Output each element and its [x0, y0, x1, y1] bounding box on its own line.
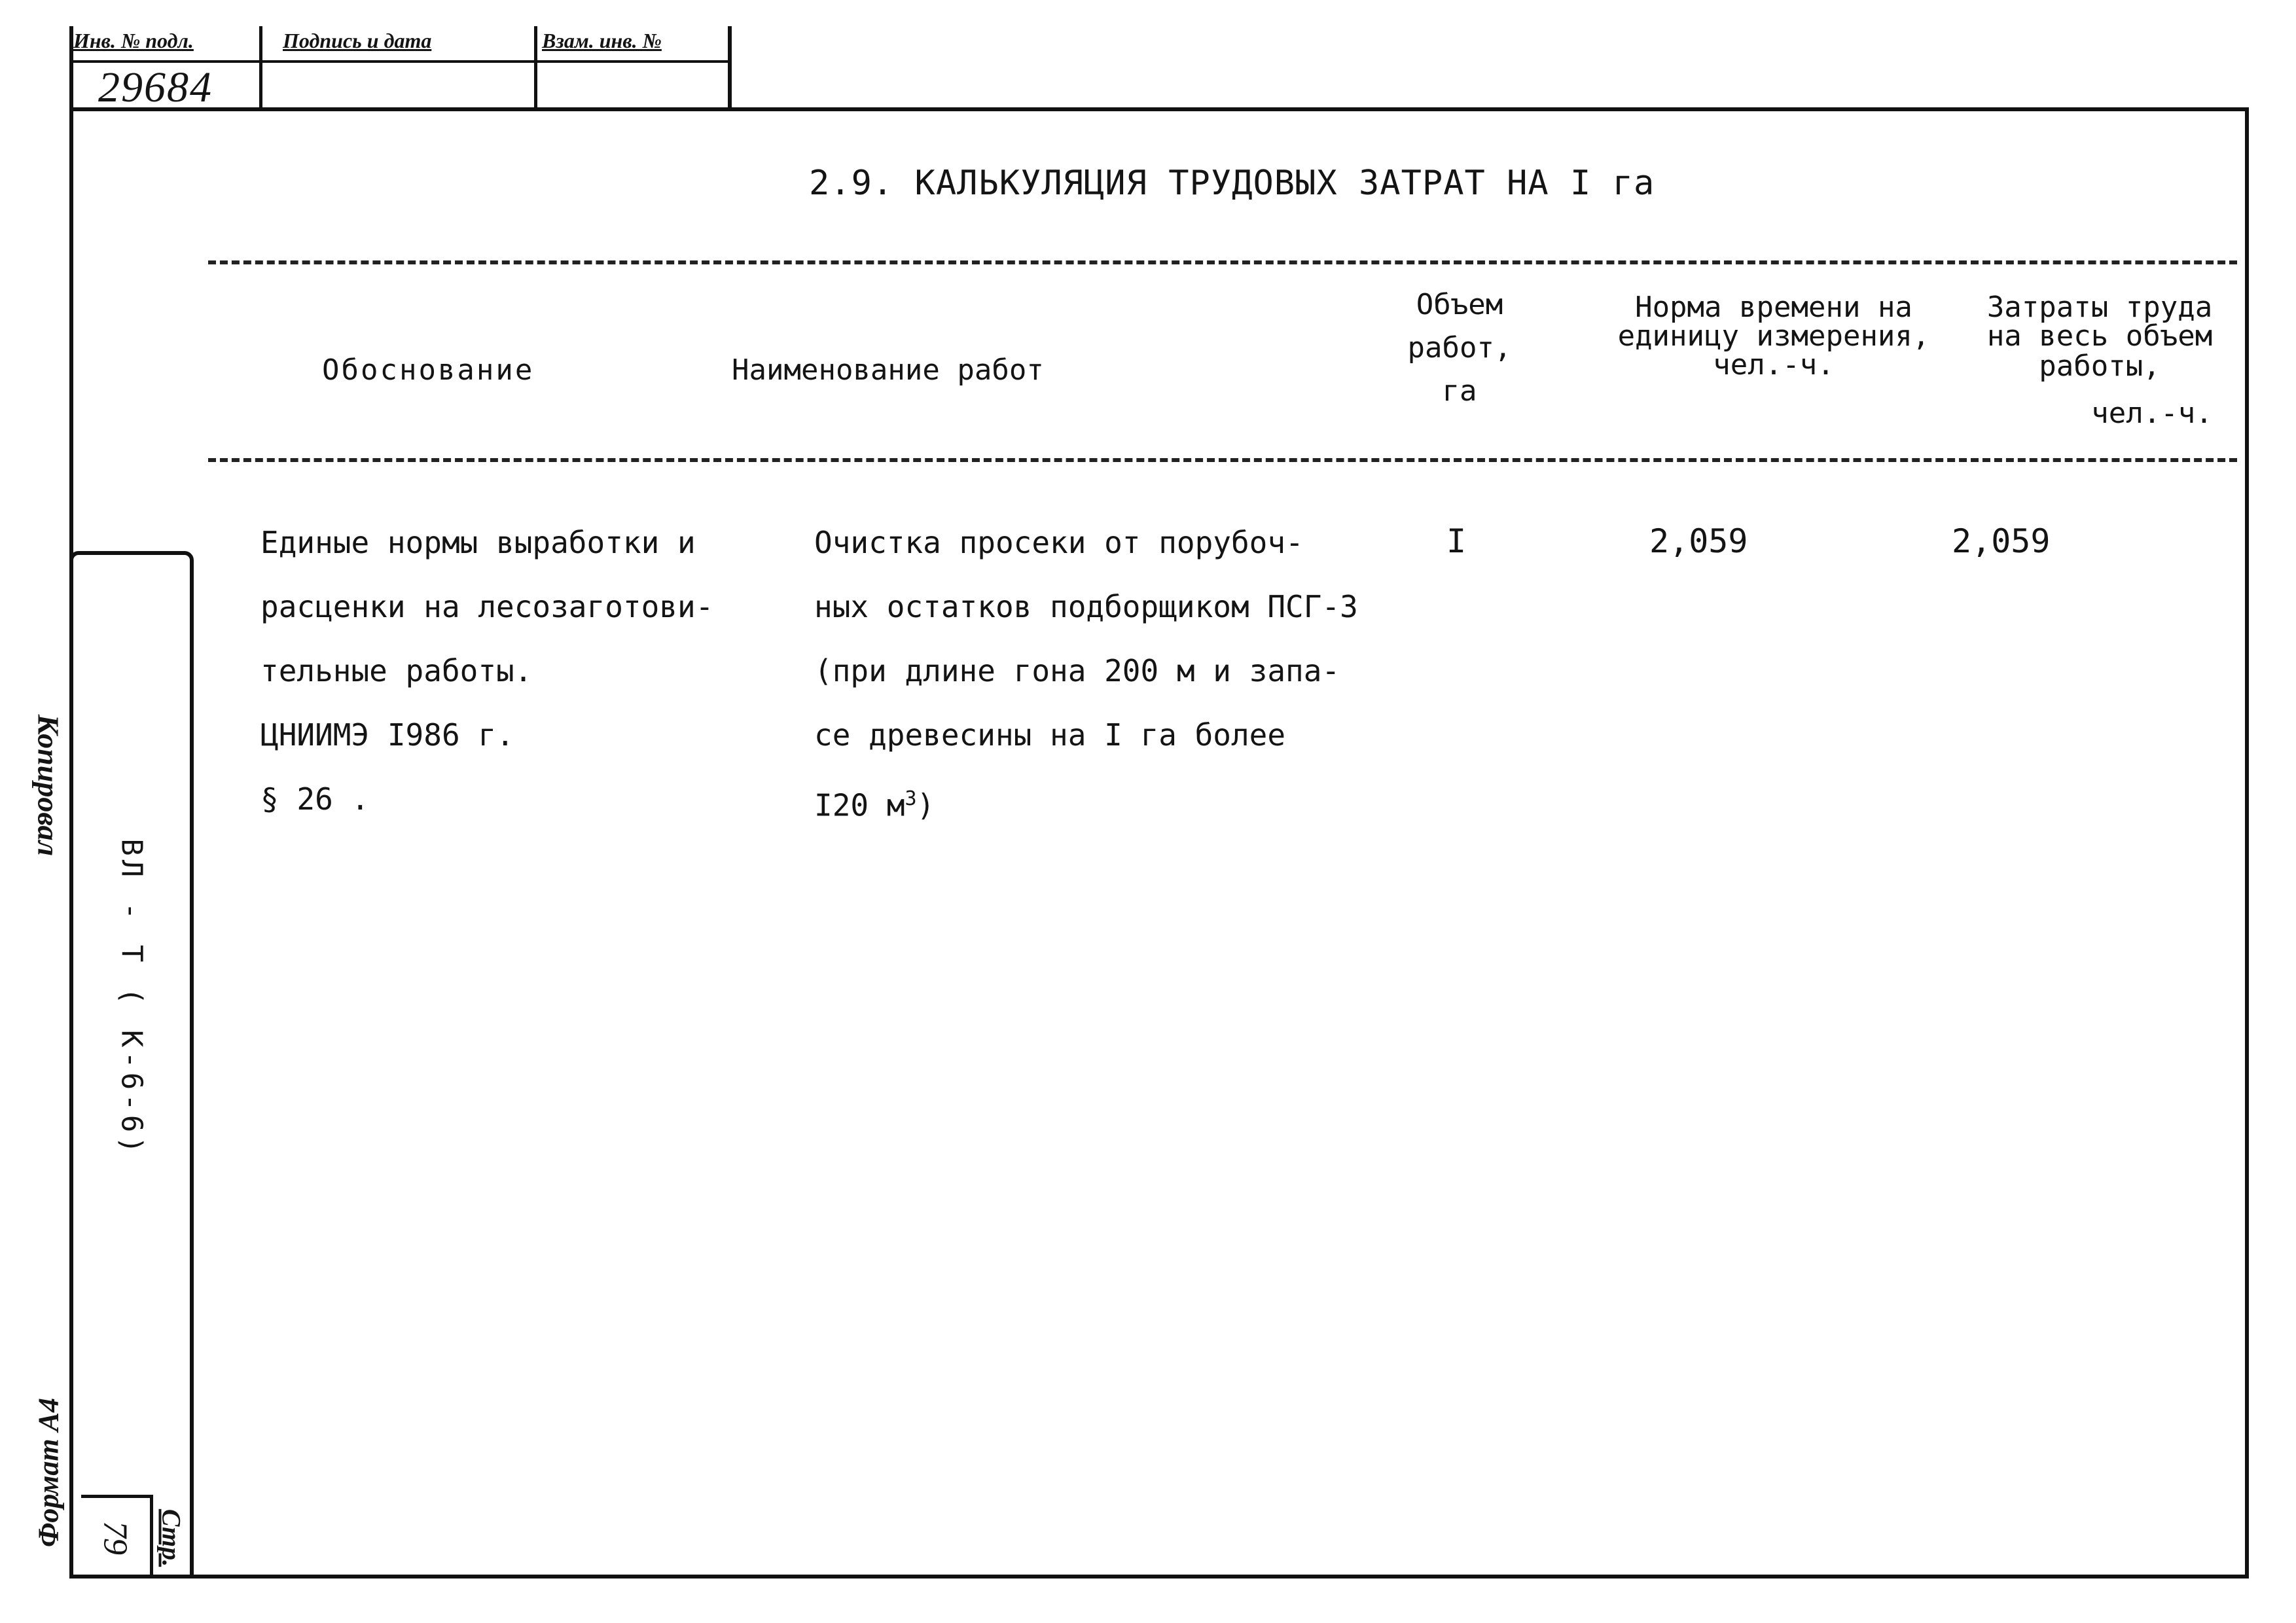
- header-norm-line: чел.-ч.: [1713, 348, 1835, 382]
- page-number: 79: [96, 1521, 134, 1555]
- header-basis: Обоснование: [322, 353, 535, 387]
- header-norm-line: Норма времени на: [1635, 291, 1912, 324]
- row-work-name: [814, 510, 1358, 837]
- stamp-sign-label: Подпись и дата: [283, 29, 432, 52]
- row-volume: I: [1446, 522, 1467, 560]
- basis-line: Единые нормы выработки и: [260, 525, 696, 560]
- header-top-rule: [208, 260, 2237, 264]
- superscript: 3: [905, 787, 917, 810]
- copied-label: Копировал: [31, 714, 65, 857]
- stamp-replace-label: Взам. инв. №: [542, 29, 662, 52]
- stamp-inv-label: Инв. № подл.: [73, 29, 194, 52]
- basis-line: § 26 .: [260, 781, 370, 817]
- work-line: (при длине гона 200 м и запа-: [814, 653, 1340, 688]
- work-line: [814, 767, 1358, 837]
- header-volume-line: работ,: [1407, 331, 1512, 365]
- header-norm: [1597, 291, 1950, 382]
- basis-line: ЦНИИМЭ I986 г.: [260, 717, 514, 753]
- page-label: Стр.: [156, 1508, 187, 1567]
- work-line: Очистка просеки от порубоч-: [814, 525, 1304, 560]
- inventory-number: 29684: [98, 63, 213, 111]
- stamp-divider: [534, 26, 537, 110]
- header-labor: [1957, 291, 2242, 431]
- header-volume: [1394, 288, 1525, 408]
- header-labor-line: на весь объем: [1986, 319, 2213, 353]
- header-bottom-rule: [208, 458, 2237, 462]
- work-line-tail: ): [916, 787, 935, 823]
- header-volume-line: га: [1442, 374, 1477, 408]
- row-labor: 2,059: [1952, 522, 2051, 560]
- format-label: Формат А4: [32, 1398, 65, 1547]
- stamp-divider: [259, 26, 262, 110]
- header-volume-line: Объем: [1416, 288, 1503, 321]
- row-basis: [260, 510, 713, 831]
- header-norm-line: единицу измерения,: [1617, 319, 1930, 353]
- work-line-text: I20 м: [814, 787, 905, 823]
- basis-line: тельные работы.: [260, 653, 533, 688]
- header-labor-line: Затраты труда: [1986, 291, 2213, 324]
- header-labor-line: работы,: [2039, 349, 2161, 383]
- work-line: се древесины на I га более: [814, 717, 1286, 753]
- document-code: ВЛ - Т ( К-6-6): [115, 838, 149, 1158]
- work-line: ных остатков подборщиком ПСГ-3: [814, 589, 1358, 624]
- header-work-name: Наименование работ: [732, 353, 1044, 387]
- page-title: 2.9. КАЛЬКУЛЯЦИЯ ТРУДОВЫХ ЗАТРАТ НА I га: [809, 164, 1655, 203]
- header-labor-line: чел.-ч.: [2091, 397, 2213, 430]
- basis-line: расценки на лесозаготови-: [260, 589, 714, 624]
- row-norm: 2,059: [1649, 522, 1748, 560]
